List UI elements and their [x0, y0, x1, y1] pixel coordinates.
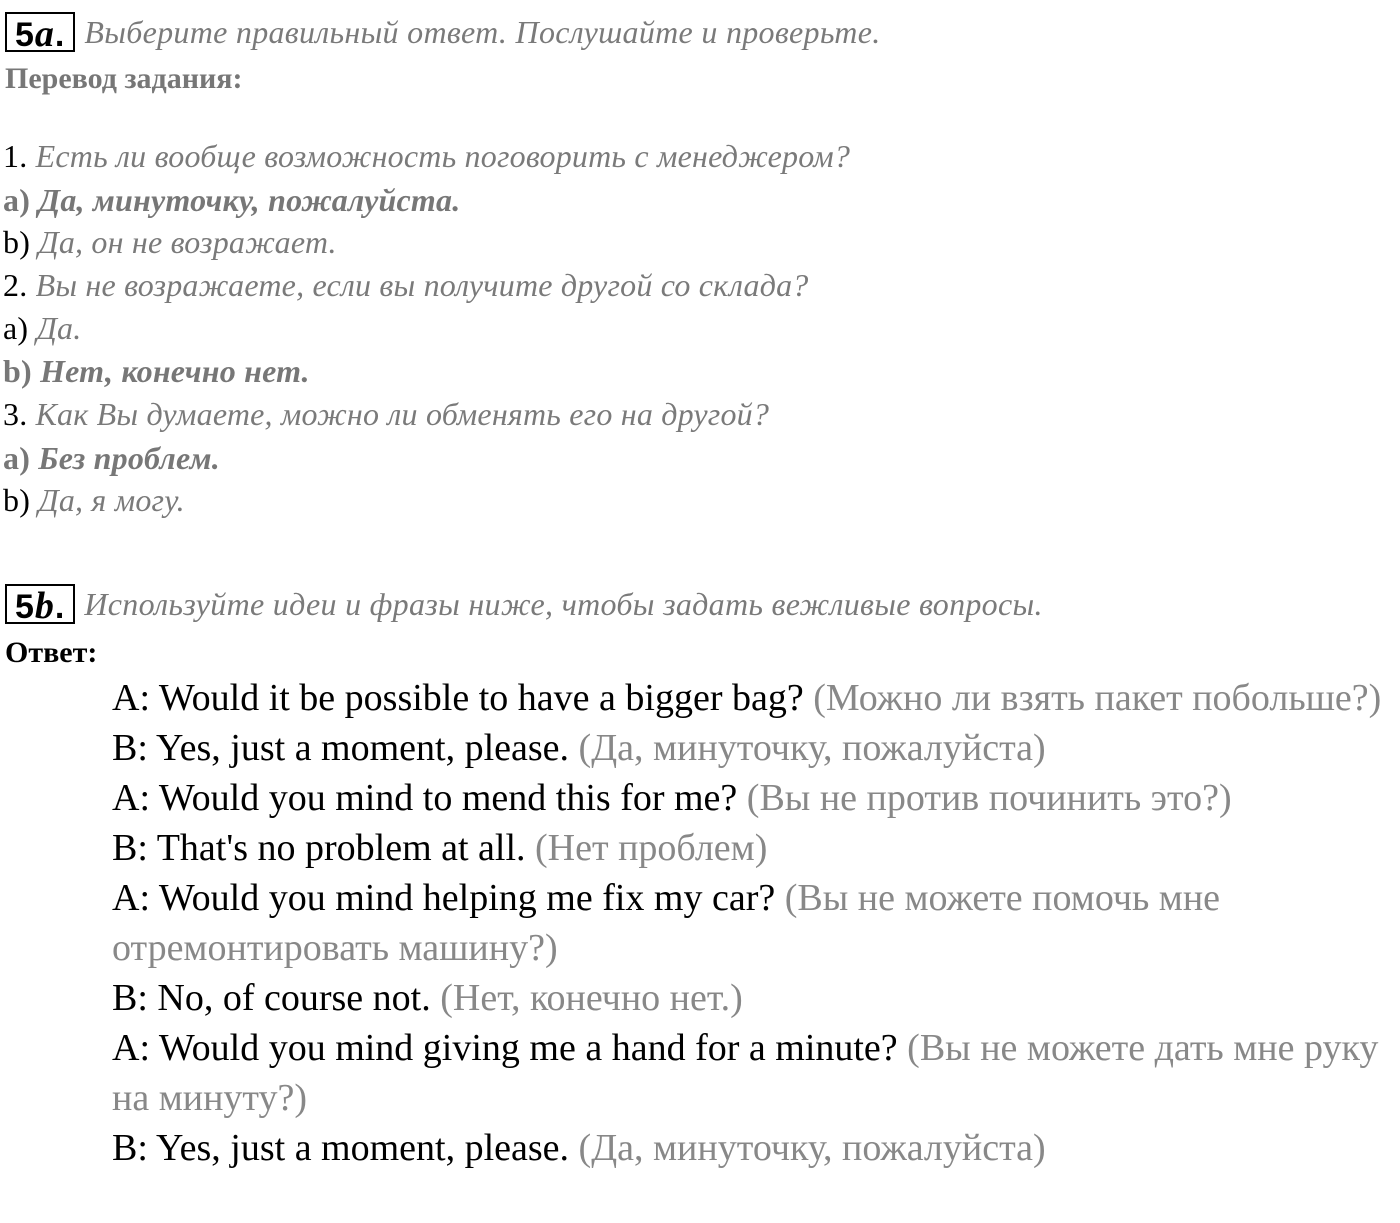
dialog-line — [112, 873, 1397, 973]
dialog-russian: (Да, минуточку, пожалуйста) — [578, 727, 1046, 769]
task-5b-badge-number: 5 — [15, 588, 35, 626]
answer-label: Ответ: — [5, 636, 98, 669]
dialog-line — [112, 723, 1397, 773]
line-number: a) — [3, 310, 29, 346]
line-number: 2. — [3, 267, 28, 303]
task-5b-badge-letter: b — [34, 585, 55, 627]
task-5b-dialog — [112, 673, 1397, 1173]
task-5b-badge — [5, 584, 75, 627]
line-number: a) — [3, 440, 31, 476]
line-text: Как Вы думаете, можно ли обменять его на другой? — [35, 396, 770, 432]
dialog-english: A: Would it be possible to have a bigger bag? — [112, 677, 804, 719]
dialog-english: B: No, of course not. — [112, 977, 431, 1019]
dialog-english: B: That's no problem at all. — [112, 827, 526, 869]
dialog-line — [112, 1023, 1397, 1123]
task-5a-badge-number: 5 — [15, 16, 35, 54]
dialog-russian: (Вы не против починить это?) — [746, 777, 1232, 819]
dialog-russian: (Вы не можете помочь мне отремонтировать машину?) — [112, 877, 1221, 969]
task-5a-line-correct — [3, 182, 460, 219]
dialog-english: B: Yes, just a moment, please. — [112, 727, 570, 769]
dialog-line — [112, 673, 1397, 723]
task-5b-badge-dot: . — [54, 588, 66, 626]
dialog-english: B: Yes, just a moment, please. — [112, 1127, 570, 1169]
line-text: Нет, конечно нет. — [40, 353, 310, 389]
task-5a-line — [3, 396, 769, 433]
dialog-line — [112, 773, 1397, 823]
line-number: 1. — [3, 138, 28, 174]
task-5a-badge — [5, 12, 75, 55]
task-5a-badge-dot: . — [54, 16, 66, 54]
dialog-english: A: Would you mind to mend this for me? — [112, 777, 738, 819]
line-text: Да, минуточку, пожалуйста. — [38, 182, 461, 218]
task-5a-line — [3, 482, 185, 519]
line-text: Да. — [36, 310, 82, 346]
dialog-english: A: Would you mind helping me fix my car? — [112, 877, 776, 919]
task-5a-header — [5, 12, 881, 55]
task-5a-line — [3, 224, 337, 261]
task-5a-badge-letter: a — [34, 13, 55, 55]
line-text: Да, я могу. — [38, 482, 185, 518]
dialog-russian: (Нет, конечно нет.) — [440, 977, 743, 1019]
task-5a-line — [3, 310, 81, 347]
task-5a-instruction: Выберите правильный ответ. Послушайте и проверьте. — [84, 13, 881, 50]
dialog-russian: (Можно ли взять пакет побольше?) — [813, 677, 1382, 719]
task-5b-header — [5, 584, 1043, 627]
line-text: Да, он не возражает. — [38, 224, 337, 260]
line-number: b) — [3, 353, 32, 389]
task-5a-line-correct — [3, 440, 220, 477]
dialog-line — [112, 1123, 1397, 1173]
line-text: Есть ли вообще возможность поговорить с менеджером? — [35, 138, 851, 174]
dialog-line — [112, 973, 1397, 1023]
line-number: b) — [3, 224, 31, 260]
line-number: b) — [3, 482, 31, 518]
dialog-line — [112, 823, 1397, 873]
task-5a-line — [3, 267, 809, 304]
line-text: Вы не возражаете, если вы получите другой со склада? — [35, 267, 809, 303]
line-text: Без проблем. — [38, 440, 220, 476]
translation-label: Перевод задания: — [5, 62, 243, 95]
dialog-russian: (Вы не можете дать мне руку на минуту?) — [112, 1027, 1379, 1119]
dialog-english: A: Would you mind giving me a hand for a minute? — [112, 1027, 898, 1069]
dialog-russian: (Нет проблем) — [535, 827, 768, 869]
task-5a-line-correct — [3, 353, 310, 390]
task-5b-instruction: Используйте идеи и фразы ниже, чтобы задать вежливые вопросы. — [84, 585, 1043, 622]
line-number: 3. — [3, 396, 28, 432]
line-number: a) — [3, 182, 31, 218]
task-5a-line — [3, 138, 850, 175]
dialog-russian: (Да, минуточку, пожалуйста) — [578, 1127, 1046, 1169]
